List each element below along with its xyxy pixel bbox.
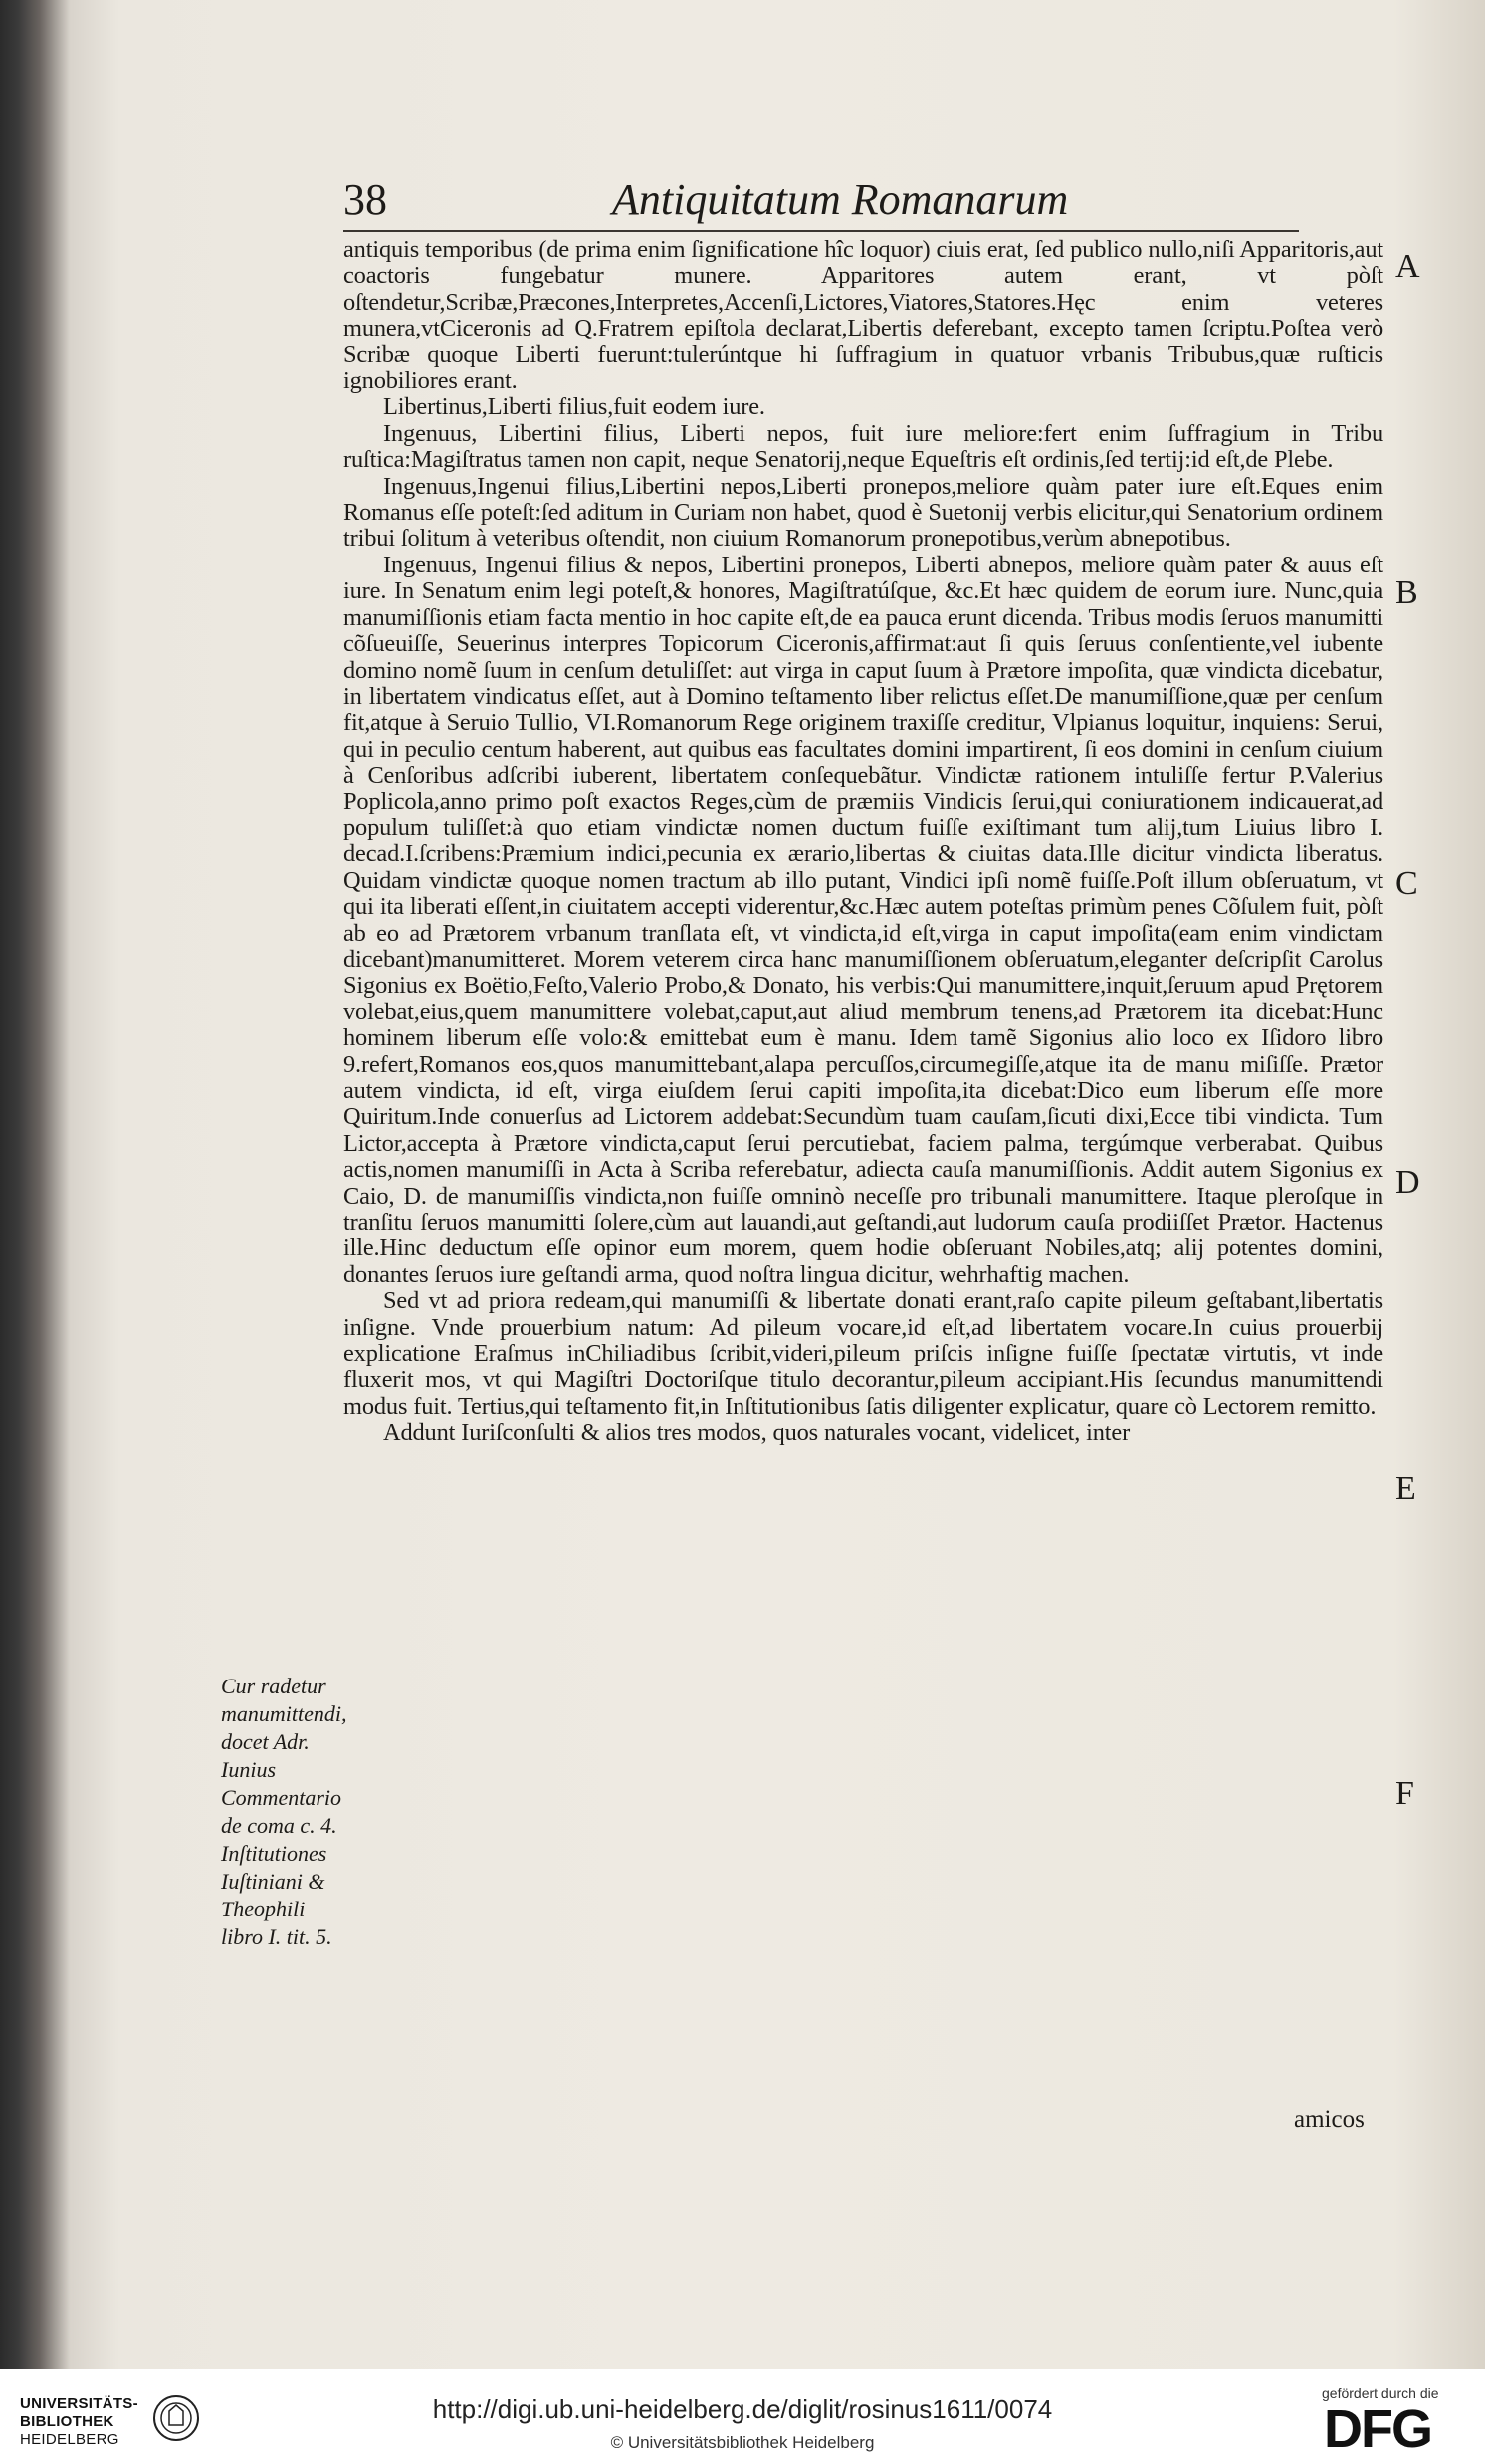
margin-letter-d: D	[1395, 1164, 1420, 1201]
paragraph: Sed vt ad priora redeam,qui manumiſſi & libertate donati erant,raſo capite pileum geſtabant,libertatis inſigne. Vnde prouerbium natum: Ad pileum vocare,id eſt,ad libertatem vocare.In cuius prouerbij explicatione Eraſmus inChiliadibus ſcribit,videri,pileum priſcis inſigne fuiſſe ſpectatæ virtutis, vt inde fluxerit mos, vt qui Magiſtri Doctoriſque titulo decorantur,pileum accipiant.His ſecundus manumittendi modus fuit. Tertius,qui teſtamento fit,in Inſtitutionibus ſatis diligenter explicatur, quare cò Lectorem remitto.	[343, 1287, 1383, 1420]
dfg-sponsor-logo	[1314, 2383, 1473, 2459]
margin-letter-a: A	[1395, 248, 1420, 285]
library-name-line1: UNIVERSITÄTS-	[20, 2395, 138, 2412]
margin-letter-b: B	[1395, 574, 1418, 611]
page-number: 38	[343, 175, 387, 224]
page-header	[343, 174, 1299, 232]
dfg-logo-text: DFG	[1324, 2399, 1431, 2459]
margin-letter-c: C	[1395, 865, 1418, 902]
permalink-url[interactable]: http://digi.ub.uni-heidelberg.de/diglit/rosinus1611/0074	[432, 2394, 1053, 2424]
margin-letter-f: F	[1395, 1775, 1414, 1812]
margin-letter-e: E	[1395, 1470, 1416, 1507]
margin-note: Cur radetur manumittendi, docet Adr. Iunius Commentario de coma c. 4. Inſtitutiones Iuſtiniani & Theophili libro I. tit. 5.	[221, 1674, 347, 1949]
main-text	[343, 237, 1383, 1447]
paragraph: Addunt Iuriſconſulti & alios tres modos, quos naturales vocant, videlicet, inter	[383, 1419, 1131, 1447]
book-page	[149, 100, 1473, 2210]
running-title: Antiquitatum Romanarum	[612, 175, 1069, 224]
sponsor-text: gefördert durch die	[1322, 2385, 1439, 2401]
paragraph: antiquis temporibus (de prima enim ſignificatione hîc loquor) ciuis erat, ſed publico nullo,niſi Apparitoris,aut coactoris fungebatur munere. Apparitores autem erant, vt pòſt oſtendetur,Scribæ,Præcones,Interpretes,Accenſi,Lictores,Viatores,Statores.Hęc enim veteres munera,vtCiceronis ad Q.Fratrem epiſtola declarat,Libertis deferebant, excepto tamen ſcriptu.Poſtea verò Scribæ quoque Liberti fuerunt:tulerúntque hi ſuffragium in quatuor vrbanis Tribubus,quæ ruſticis ignobiliores erant.	[343, 236, 1383, 395]
paragraph: Ingenuus,Ingenui filius,Libertini nepos,Liberti pronepos,meliore quàm pater iure eſt.Eques enim Romanus eſſe poteſt:ſed aditum in Curiam non habet, quod è Suetonij verbis elicitur,qui Senatorium ordinem tribui ſolitum à veteribus oſtendit, non ciuium Romanorum pronepotibus,verùm abnepotibus.	[343, 472, 1383, 553]
library-name-line2: BIBLIOTHEK	[20, 2413, 114, 2430]
catchword: amicos	[1294, 2106, 1365, 2132]
library-name-line3: HEIDELBERG	[20, 2431, 119, 2448]
paragraph: Ingenuus, Libertini filius, Liberti nepos, fuit iure meliore:fert enim ſuffragium in Tribu ruſtica:Magiſtratus tamen non capit, neque Senatorij,neque Equeſtris eſt ordinis,ſed tertij:id eſt,de Plebe.	[343, 419, 1383, 474]
paragraph: Libertinus,Liberti filius,fuit eodem iure.	[383, 393, 765, 421]
paragraph: Ingenuus, Ingenui filius & nepos, Libertini pronepos, Liberti abnepos, meliore quàm pater & auus eſt iure. In Senatum enim legi poteſt,& honores, Magiſtratúſque, &c.Et hæc quidem de eorum iure. Nunc,quia manumiſſionis etiam facta mentio in hoc capite eſt,de ea pauca erunt dicenda. Tribus modis ſeruos manumitti cõſueuiſſe, Seuerinus interpres Topicorum Ciceronis,affirmat:aut ſi quis ſeruus conſentiente,vel iubente domino nomẽ ſuum in cenſum detuliſſet: aut virga in caput ſuum à Prætore impoſita, quæ vindicta dicebatur, in libertatem vindicatus eſſet, aut à Domino teſtamento liber relictus eſſet.De manumiſſione,quæ per cenſum fit,atque à Seruio Tullio, VI.Romanorum Rege originem traxiſſe creditur, Vlpianus loquitur, inquiens: Serui, qui in peculio centum haberent, aut quibus eas facultates domini impartirent, ſi eos domini in cenſum ciuium à Cenſoribus adſcribi iuberent, libertatem conſequebãtur. Vindictæ rationem intuliſſe fertur P.Valerius Poplicola,anno primo poſt exactos Reges,cùm de præmiis Vindicis ſerui,qui coniurationem indicauerat,ad populum tuliſſet:à quo etiam vindictæ nomen ductum fuiſſe exiſtimant tum alij,tum Liuius libro I. decad.I.ſcribens:Præmium indici,pecunia ex ærario,libertas & ciuitas data.Ille dicitur vindicta liberatus. Quidam vindictæ quoque nomen tractum ab illo putant, Vindici ipſi nomẽ fuiſſe.Poſt illum obſeruatum, vt qui ita liberati eſſent,in ciuitatem accepti viderentur,&c.Hæc autem poteſtas primùm penes Cõſulem fuit, pòſt ab eo ad Prætorem vrbanum tranſlata eſt, vt vindicta,id eſt,virga in caput impoſita(eam enim vindictam dicebant)manumitteret. Morem veterem circa hanc manumiſſionem obſeruatum,eleganter deſcripſit Carolus Sigonius ex Boëtio,Feſto,Valerio Probo,& Donato, his verbis:Qui manumittere,inquit,ſeruum apud Prętorem volebat,eius,quem manumittere volebat,caput,aut aliud membrum tenens,ad Prætorem ita dicebat:Hunc hominem liberum eſſe volo:& emittebat eum è manu. Idem tamẽ Sigonius alio loco ex Iſidoro libro 9.refert,Romanos eos,quos manumittebant,alapa percuſſos,circumegiſſe,atque ita de manu miſiſſe. Prætor autem vindicta, id eſt, virga eiuſdem ſerui capiti impoſita,ita dicebat:Dico eum liberum eſſe more Quiritum.Inde conuerſus ad Lictorem addebat:Secundùm tuam cauſam,ſicuti dixi,Ecce tibi vindicta. Tum Lictor,accepta à Prætore vindicta,caput ſerui percutiebat, faciem palma, tergúmque verberabat. Quibus actis,nomen manumiſſi in Acta à Scriba referebatur, adiecta cauſa manumiſſionis. Addit autem Sigonius ex Caio, D. de manumiſſis vindicta,non fuiſſe omninò neceſſe pro tribunali manumittere. Itaque pleroſque in tranſitu ſeruos manumitti ſolere,cùm aut lauandi,aut geſtandi,aut ludorum cauſa prodiiſſet Prætor. Hactenus ille.Hinc deductum eſſe opinor eum morem, quem hodie obſeruant Nobiles,atq; alij potentes domini, donantes ſeruos iure geſtandi arma, quod noſtra lingua dicitur, wehrhaftig machen.	[343, 551, 1383, 1288]
copyright-notice: © Universitätsbibliothek Heidelberg	[610, 2433, 875, 2452]
